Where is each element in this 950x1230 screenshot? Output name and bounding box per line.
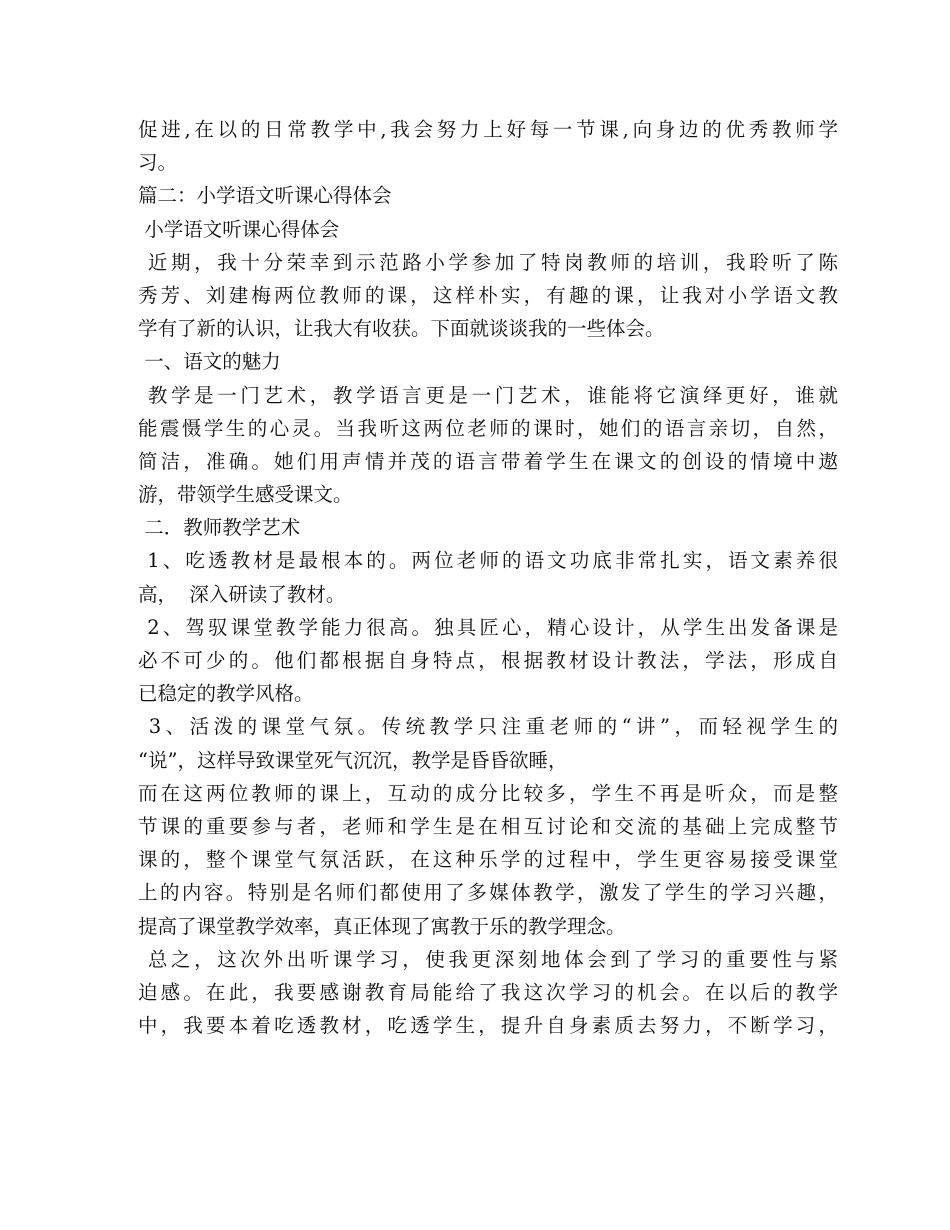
article-title: 小学语文听课心得体会 [138, 217, 340, 241]
text-line: 总之，这次外出听课学习，使我更深刻地体会到了学习的重要性与紧 [138, 947, 838, 971]
text-line: 能震慑学生的心灵。当我听这两位老师的课时，她们的语言亲切，自然， [138, 416, 838, 440]
text-line: 2、驾驭课堂教学能力很高。独具匠心，精心设计，从学生出发备课是 [138, 615, 838, 639]
text-line: 1、吃透教材是最根本的。两位老师的语文功底非常扎实，语文素养很 [138, 549, 838, 573]
text-line: 节课的重要参与者，老师和学生是在相互讨论和交流的基础上完成整节 [138, 814, 838, 838]
text-line: 必不可少的。他们都根据自身特点，根据教材设计教法，学法，形成自 [138, 649, 838, 672]
text-line: 简洁，准确。她们用声情并茂的语言带着学生在课文的创设的情境中遨 [138, 449, 838, 473]
text-line: 中，我要本着吃透教材，吃透学生，提升自身素质去努力，不断学习， [138, 1014, 838, 1038]
text-line: 高， 深入研读了教材。 [138, 582, 346, 606]
text-line: 促进,在以的日常教学中,我会努力上好每一节课,向身边的优秀教师学 [138, 118, 838, 141]
text-line: 课的，整个课堂气氛活跃，在这种乐学的过程中，学生更容易接受课堂 [138, 848, 838, 872]
text-line: 迫感。在此，我要感谢教育局能给了我这次学习的机会。在以后的教学 [138, 980, 838, 1004]
document-body [138, 113, 838, 1042]
text-line: 提高了课堂教学效率，真正体现了寓教于乐的教学理念。 [138, 914, 626, 938]
text-line: 而在这两位教师的课上，互动的成分比较多，学生不再是听众，而是整 [138, 781, 838, 805]
subheading: 一、语文的魅力 [138, 350, 281, 374]
text-line: 上的内容。特别是名师们都使用了多媒体教学，激发了学生的学习兴趣， [138, 881, 838, 905]
text-line: 秀芳、刘建梅两位教师的课，这样朴实，有趣的课，让我对小学语文教 [138, 283, 838, 307]
text-line: 学有了新的认识，让我大有收获。下面就谈谈我的一些体会。 [138, 317, 665, 341]
text-line: 习。 [138, 151, 178, 175]
subheading: 二．教师教学艺术 [138, 516, 301, 540]
section-heading: 篇二：小学语文听课心得体会 [138, 184, 392, 208]
text-line: 游，带领学生感受课文。 [138, 483, 353, 507]
text-line: 近期，我十分荣幸到示范路小学参加了特岗教师的培训，我聆听了陈 [138, 250, 838, 274]
text-line: 已稳定的教学风格。 [138, 682, 314, 706]
text-line: 3、活泼的课堂气氛。传统教学只注重老师的“讲”，而轻视学生的 [138, 715, 838, 739]
text-line: 教学是一门艺术，教学语言更是一门艺术，谁能将它演绎更好，谁就 [138, 383, 838, 407]
text-line: “说”，这样导致课堂死气沉沉，教学是昏昏欲睡， [138, 748, 568, 772]
